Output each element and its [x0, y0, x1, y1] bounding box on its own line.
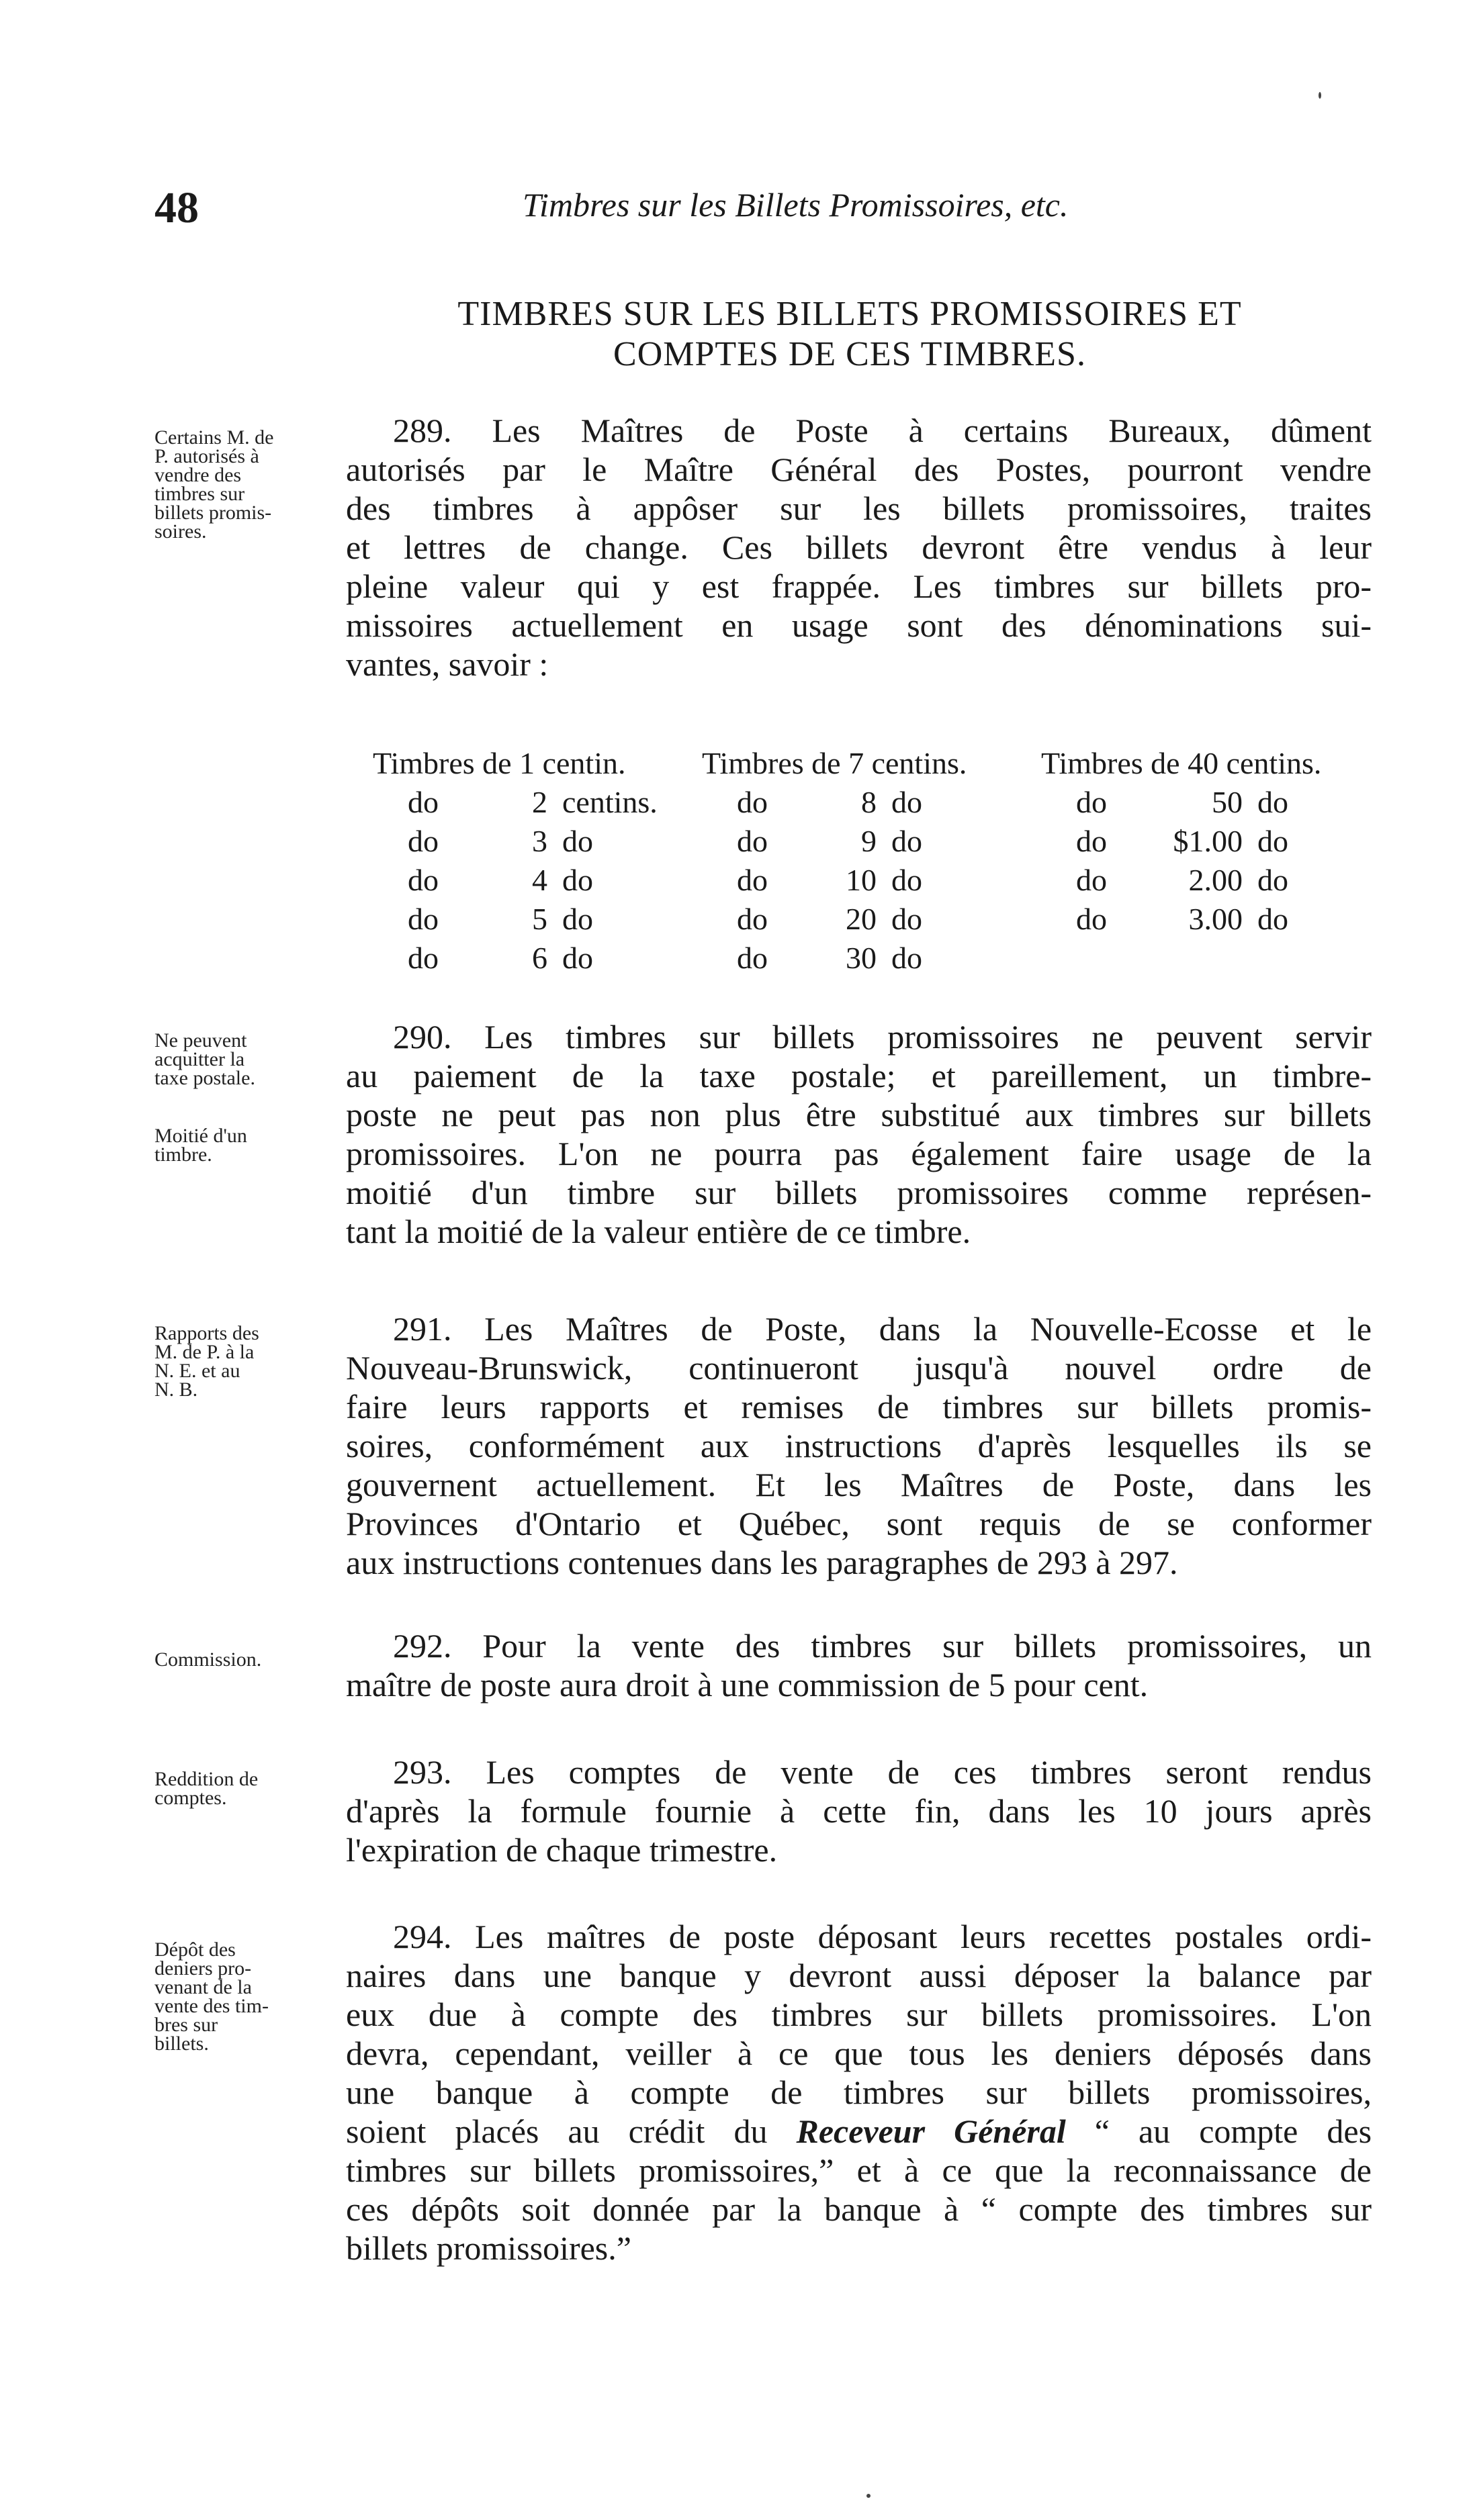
- margin-note-line: soires.: [154, 520, 207, 543]
- margin-note-line: Ne peuvent: [154, 1029, 247, 1052]
- margin-note-290-half-stamp: [154, 1127, 336, 1164]
- stamp-column-header: Timbres de 40 centins.: [1041, 746, 1322, 780]
- ditto-mark: do: [1076, 785, 1107, 819]
- margin-note-line: acquitter la: [154, 1048, 245, 1070]
- stamp-column-3: [1041, 744, 1372, 939]
- paragraph-line: des timbres à appôser sur les billets promissoires, traites: [346, 489, 1372, 527]
- paragraph-line: naires dans une banque y devront aussi déposer la balance par: [346, 1957, 1372, 1994]
- denomination-value: 2.00: [1188, 863, 1243, 897]
- paragraph-line: pleine valeur qui y est frappée. Les timbres sur billets pro-: [346, 567, 1372, 605]
- paragraph-number: 290.: [393, 1018, 452, 1056]
- paragraph-line: vantes, savoir :: [346, 645, 549, 683]
- ditto-mark: do: [737, 902, 768, 936]
- margin-note-line: deniers pro-: [154, 1957, 252, 1979]
- denomination-unit: do: [1257, 863, 1288, 897]
- margin-note-292: [154, 1650, 336, 1669]
- margin-note-line: M. de P. à la: [154, 1341, 255, 1363]
- denomination-value: 9: [861, 824, 877, 858]
- paragraph-line: [346, 2112, 1372, 2151]
- denomination-unit: do: [1257, 902, 1288, 936]
- paragraph-line: Pour la vente des timbres sur billets promissoires, un: [482, 1627, 1372, 1665]
- denomination-value: 3: [532, 824, 547, 858]
- ditto-mark: do: [408, 941, 439, 975]
- paragraph-line: Les Maîtres de Poste à certains Bureaux, dûment: [492, 412, 1372, 449]
- paragraph-293: [346, 1753, 1372, 1869]
- ditto-mark: do: [408, 863, 439, 897]
- table-row: [1041, 783, 1372, 822]
- margin-note-line: vente des tim-: [154, 1995, 269, 2017]
- paragraph-line: Les comptes de vente de ces timbres seront rendus: [486, 1753, 1372, 1791]
- table-row: [702, 939, 1006, 978]
- paragraph-294: [346, 1917, 1372, 2268]
- margin-note-line: venant de la: [154, 1976, 252, 1998]
- denomination-unit: do: [891, 941, 922, 975]
- paragraph-line: gouvernent actuellement. Et les Maîtres de Poste, dans les: [346, 1466, 1372, 1503]
- ditto-mark: do: [737, 785, 768, 819]
- margin-note-294: [154, 1941, 336, 2053]
- ditto-mark: do: [737, 863, 768, 897]
- paragraph-line: faire leurs rapports et remises de timbres sur billets promis-: [346, 1388, 1372, 1426]
- denomination-value: 4: [532, 863, 547, 897]
- paragraph-line: au paiement de la taxe postale; et pareillement, un timbre-: [346, 1057, 1372, 1094]
- paragraph-line: Les Maîtres de Poste, dans la Nouvelle-Ecosse et le: [484, 1310, 1372, 1348]
- denomination-unit: do: [562, 863, 593, 897]
- ditto-mark: do: [1076, 863, 1107, 897]
- paragraph-line: timbres sur billets promissoires,” et à ce que la reconnaissance de: [346, 2151, 1372, 2189]
- denomination-unit: do: [891, 902, 922, 936]
- denomination-value: 6: [532, 941, 547, 975]
- paragraph-line: soires, conformément aux instructions d'après lesquelles ils se: [346, 1427, 1372, 1464]
- margin-note-line: Rapports des: [154, 1322, 259, 1344]
- table-row: [702, 783, 1006, 822]
- table-row: [702, 822, 1006, 861]
- table-row: [373, 861, 676, 900]
- ditto-mark: do: [408, 824, 439, 858]
- section-title: [349, 294, 1350, 375]
- ditto-mark: do: [737, 824, 768, 858]
- margin-note-line: taxe postale.: [154, 1067, 255, 1089]
- paragraph-number: 294.: [393, 1918, 452, 1955]
- paragraph-line: Les timbres sur billets promissoires ne peuvent servir: [484, 1018, 1372, 1056]
- ditto-mark: do: [408, 785, 439, 819]
- section-title-line-1: TIMBRES SUR LES BILLETS PROMISSOIRES ET: [457, 295, 1242, 333]
- paragraph-text: soient placés au crédit du: [346, 2112, 768, 2150]
- paragraph-text: “ au compte des: [1094, 2112, 1372, 2150]
- stamp-column-header: Timbres de 1 centin.: [373, 746, 626, 780]
- paragraph-number: 293.: [393, 1753, 452, 1791]
- table-row: [1041, 900, 1372, 939]
- paragraph-291: [346, 1309, 1372, 1582]
- margin-note-line: Dépôt des: [154, 1939, 236, 1961]
- denomination-unit: centins.: [562, 785, 658, 819]
- table-row: [373, 822, 676, 861]
- denomination-unit: do: [562, 824, 593, 858]
- paragraph-line: missoires actuellement en usage sont des dénominations sui-: [346, 606, 1372, 644]
- ditto-mark: do: [737, 941, 768, 975]
- denomination-value: 30: [846, 941, 877, 975]
- margin-note-line: billets promis-: [154, 502, 272, 524]
- paragraph-line: moitié d'un timbre sur billets promissoires comme représen-: [346, 1174, 1372, 1211]
- margin-note-line: P. autorisés à: [154, 445, 259, 467]
- denomination-unit: do: [562, 902, 593, 936]
- paragraph-289: [346, 411, 1372, 684]
- denomination-unit: do: [891, 863, 922, 897]
- denomination-unit: do: [891, 824, 922, 858]
- paragraph-line: ces dépôts soit donnée par la banque à “ compte des timbres sur: [346, 2190, 1372, 2228]
- denomination-value: 8: [861, 785, 877, 819]
- stamp-column-header: Timbres de 7 centins.: [702, 746, 967, 780]
- paragraph-line: maître de poste aura droit à une commission de 5 pour cent.: [346, 1666, 1149, 1704]
- paragraph-line: eux due à compte des timbres sur billets promissoires. L'on: [346, 1996, 1372, 2033]
- table-row: [702, 900, 1006, 939]
- paragraph-line: aux instructions contenues dans les paragraphes de 293 à 297.: [346, 1544, 1178, 1581]
- paragraph-line: tant la moitié de la valeur entière de ce timbre.: [346, 1213, 971, 1250]
- table-row: [373, 939, 676, 978]
- margin-note-line: Certains M. de: [154, 426, 274, 449]
- stamp-column-1: [373, 744, 676, 978]
- paragraph-line: Provinces d'Ontario et Québec, sont requis de se conformer: [346, 1505, 1372, 1542]
- receveur-general-emphasis: Receveur Général: [796, 2112, 1066, 2150]
- denomination-unit: do: [1257, 785, 1288, 819]
- paragraph-number: 292.: [393, 1627, 452, 1665]
- denomination-value: 5: [532, 902, 547, 936]
- margin-note-291: [154, 1324, 336, 1399]
- denomination-value: 3.00: [1188, 902, 1243, 936]
- paragraph-line: et lettres de change. Ces billets devront être vendus à leur: [346, 528, 1372, 566]
- margin-note-line: vendre des: [154, 464, 242, 486]
- margin-note-289: [154, 428, 336, 541]
- margin-note-293: [154, 1770, 336, 1808]
- ditto-mark: do: [1076, 902, 1107, 936]
- paragraph-line: l'expiration de chaque trimestre.: [346, 1831, 778, 1869]
- denomination-unit: do: [891, 785, 922, 819]
- page-header: [154, 183, 1377, 236]
- paragraph-number: 291.: [393, 1310, 452, 1348]
- margin-note-290-postage: [154, 1031, 336, 1088]
- denomination-value: $1.00: [1173, 824, 1243, 858]
- table-row: [373, 900, 676, 939]
- denomination-value: 2: [532, 785, 547, 819]
- paragraph-line: d'après la formule fournie à cette fin, dans les 10 jours après: [346, 1792, 1372, 1830]
- margin-note-line: N. E. et au: [154, 1360, 240, 1382]
- table-row: [702, 861, 1006, 900]
- page-number: 48: [154, 183, 199, 232]
- table-row: [1041, 822, 1372, 861]
- scan-speck: [1319, 92, 1321, 99]
- denomination-value: 10: [846, 863, 877, 897]
- margin-note-line: bres sur: [154, 2014, 218, 2036]
- running-title: Timbres sur les Billets Promissoires, etc.: [523, 186, 1069, 224]
- denomination-value: 50: [1212, 785, 1243, 819]
- margin-note-line: comptes.: [154, 1787, 227, 1809]
- table-row: [373, 783, 676, 822]
- margin-note-line: timbres sur: [154, 483, 245, 505]
- scan-speck: [866, 2494, 871, 2498]
- paragraph-line: billets promissoires.”: [346, 2229, 631, 2267]
- paragraph-line: autorisés par le Maître Général des Postes, pourront vendre: [346, 451, 1372, 488]
- paragraph-line: une banque à compte de timbres sur billets promissoires,: [346, 2073, 1372, 2111]
- ditto-mark: do: [1076, 824, 1107, 858]
- denomination-unit: do: [1257, 824, 1288, 858]
- margin-note-line: N. B.: [154, 1379, 198, 1401]
- margin-note-line: timbre.: [154, 1144, 212, 1166]
- paragraph-line: Nouveau-Brunswick, continueront jusqu'à nouvel ordre de: [346, 1349, 1372, 1387]
- stamp-column-2: [702, 744, 1006, 978]
- section-title-line-2: COMPTES DE CES TIMBRES.: [613, 335, 1086, 373]
- table-row: [1041, 861, 1372, 900]
- denomination-value: 20: [846, 902, 877, 936]
- paragraph-290: [346, 1017, 1372, 1251]
- margin-note-line: Reddition de: [154, 1768, 259, 1790]
- paragraph-line: poste ne peut pas non plus être substitué aux timbres sur billets: [346, 1096, 1372, 1133]
- paragraph-number: 289.: [393, 412, 452, 449]
- paragraph-292: [346, 1626, 1372, 1704]
- paragraph-line: Les maîtres de poste déposant leurs recettes postales ordi-: [475, 1918, 1372, 1955]
- margin-note-line: Moitié d'un: [154, 1125, 247, 1147]
- paragraph-line: promissoires. L'on ne pourra pas également faire usage de la: [346, 1135, 1372, 1172]
- paragraph-line: devra, cependant, veiller à ce que tous les deniers déposés dans: [346, 2035, 1372, 2072]
- margin-note-line: billets.: [154, 2033, 209, 2055]
- margin-note-line: Commission.: [154, 1648, 262, 1671]
- ditto-mark: do: [408, 902, 439, 936]
- denomination-unit: do: [562, 941, 593, 975]
